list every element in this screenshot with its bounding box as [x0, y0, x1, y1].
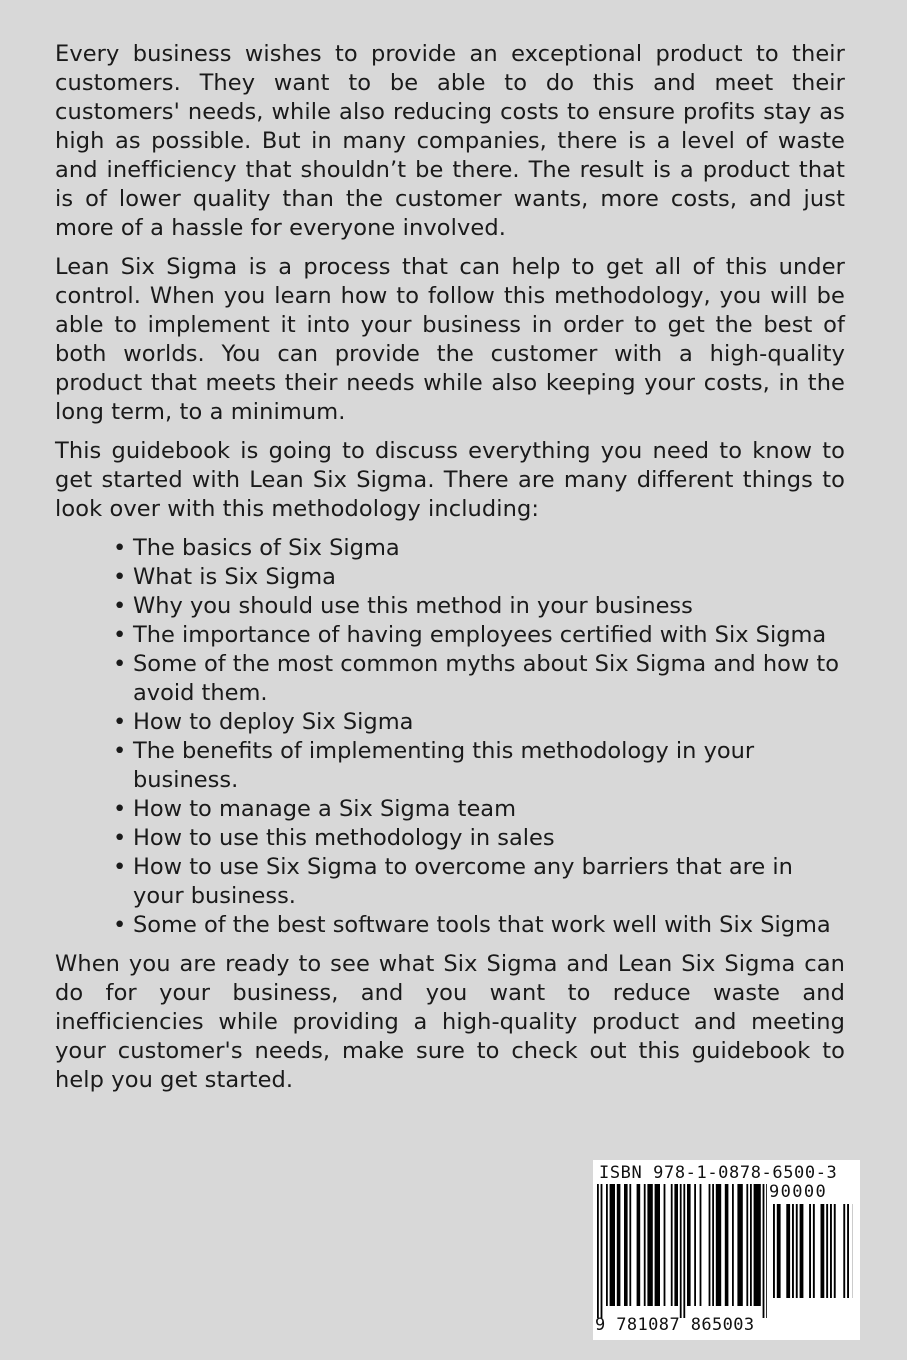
bullet-icon: • [113, 825, 127, 851]
topics-list [55, 534, 845, 940]
barcode-bar [843, 1204, 845, 1298]
barcode-bar [847, 1204, 849, 1298]
barcode-bar [687, 1184, 691, 1306]
list-item-text: How to deploy Six Sigma [133, 709, 414, 735]
barcode-bar [674, 1184, 678, 1306]
list-item [113, 911, 845, 940]
barcode-bar [800, 1204, 804, 1298]
intro-paragraph: Every business wishes to provide an exceptional product to their customers. They want to be able to do this and meet their customers' needs, while also reducing costs to ensure profits stay as high as possible. But in many companies, there is a level of waste and inefficiency that shouldn’t be there. The result is a product that is of lower quality than the customer wants, more costs, and just more of a hassle for everyone involved. [55, 41, 845, 241]
barcode-bar [786, 1204, 790, 1298]
barcode-bar [617, 1184, 621, 1306]
barcode-bar [716, 1184, 721, 1306]
bullet-icon: • [113, 651, 127, 677]
barcode-bar [637, 1184, 641, 1306]
barcode-bar [830, 1204, 832, 1298]
barcode-bar [683, 1184, 685, 1318]
barcode-bar [792, 1204, 794, 1298]
isbn-label: ISBN 978-1-0878-6500-3 [599, 1163, 838, 1183]
barcode-bar [813, 1204, 815, 1298]
barcode-bar [629, 1184, 631, 1306]
isbn-barcode [593, 1160, 860, 1340]
list-item-text: Why you should use this method in your business [133, 593, 693, 619]
barcode-bar [834, 1204, 836, 1298]
barcode-bar [694, 1184, 696, 1306]
ean-digits: 9 781087 865003 [595, 1315, 755, 1335]
list-item [113, 795, 845, 824]
list-item-text: The basics of Six Sigma [133, 535, 400, 561]
barcode-bar [777, 1204, 781, 1298]
bullet-icon: • [113, 738, 127, 764]
barcode-bar [610, 1184, 615, 1306]
ean-barcode-bars [597, 1184, 767, 1318]
guidebook-paragraph: This guidebook is going to discuss everything you need to know to get started with Lean Six Sigma. There are many different things to look over with this methodology including: [55, 438, 845, 522]
barcode-bar [796, 1204, 798, 1298]
back-cover-text [55, 40, 845, 1105]
bullet-icon: • [113, 854, 127, 880]
bullet-icon: • [113, 593, 127, 619]
list-item [113, 563, 845, 592]
barcode-bar [601, 1184, 603, 1318]
barcode-bar [712, 1184, 714, 1306]
list-item [113, 824, 845, 853]
barcode-bar [664, 1184, 666, 1306]
list-item [113, 708, 845, 737]
barcode-bar [746, 1184, 748, 1306]
barcode-bar [754, 1184, 761, 1306]
lean-six-sigma-paragraph: Lean Six Sigma is a process that can help to get all of this under control. When you learn how to follow this methodology, you will be able to implement it into your business in order to get the best of both worlds. You can provide the customer with a high-quality product that meets their needs while also keeping your costs, in the long term, to a minimum. [55, 254, 845, 425]
list-item [113, 853, 845, 911]
barcode-bar [700, 1184, 702, 1306]
barcode-bar [809, 1204, 811, 1298]
barcode-bar [821, 1204, 825, 1298]
barcode-bar [725, 1184, 729, 1306]
list-item [113, 592, 845, 621]
barcode-bar [644, 1184, 646, 1306]
barcode-bar [680, 1184, 682, 1318]
bullet-icon: • [113, 564, 127, 590]
barcode-bar [750, 1184, 752, 1306]
price-code: 90000 [769, 1182, 828, 1202]
barcode-bar [826, 1204, 828, 1298]
barcode-bar [624, 1184, 628, 1306]
bullet-icon: • [113, 796, 127, 822]
barcode-bar [732, 1184, 734, 1306]
list-item-text: How to use this methodology in sales [133, 825, 555, 851]
barcode-bar [737, 1184, 742, 1306]
list-item-text: Some of the most common myths about Six Sigma and how to avoid them. [133, 651, 839, 706]
barcode-bar [671, 1184, 673, 1306]
barcode-bar [597, 1184, 599, 1318]
barcode-bar [709, 1184, 711, 1306]
list-item-text: What is Six Sigma [133, 564, 336, 590]
barcode-bar [773, 1204, 775, 1298]
closing-paragraph: When you are ready to see what Six Sigma and Lean Six Sigma can do for your business, and you want to reduce waste and inefficiencies while providing a high-quality product and meeting your customer's needs, make sure to check out this guidebook to help you get started. [55, 951, 845, 1093]
barcode-bar [655, 1184, 660, 1306]
barcode-bar [606, 1184, 608, 1306]
list-item [113, 650, 845, 708]
barcode-bar [766, 1184, 767, 1318]
list-item-text: How to use Six Sigma to overcome any barriers that are in your business. [133, 854, 793, 909]
list-item-text: Some of the best software tools that work well with Six Sigma [133, 912, 831, 938]
list-item-text: The benefits of implementing this methodology in your business. [133, 738, 755, 793]
barcode-bar [647, 1184, 652, 1306]
bullet-icon: • [113, 709, 127, 735]
addon-barcode-bars [773, 1204, 853, 1298]
list-item [113, 534, 845, 563]
bullet-icon: • [113, 622, 127, 648]
list-item-text: The importance of having employees certified with Six Sigma [133, 622, 827, 648]
bullet-icon: • [113, 535, 127, 561]
list-item [113, 737, 845, 795]
barcode-bar [763, 1184, 765, 1318]
list-item [113, 621, 845, 650]
bullet-icon: • [113, 912, 127, 938]
list-item-text: How to manage a Six Sigma team [133, 796, 516, 822]
